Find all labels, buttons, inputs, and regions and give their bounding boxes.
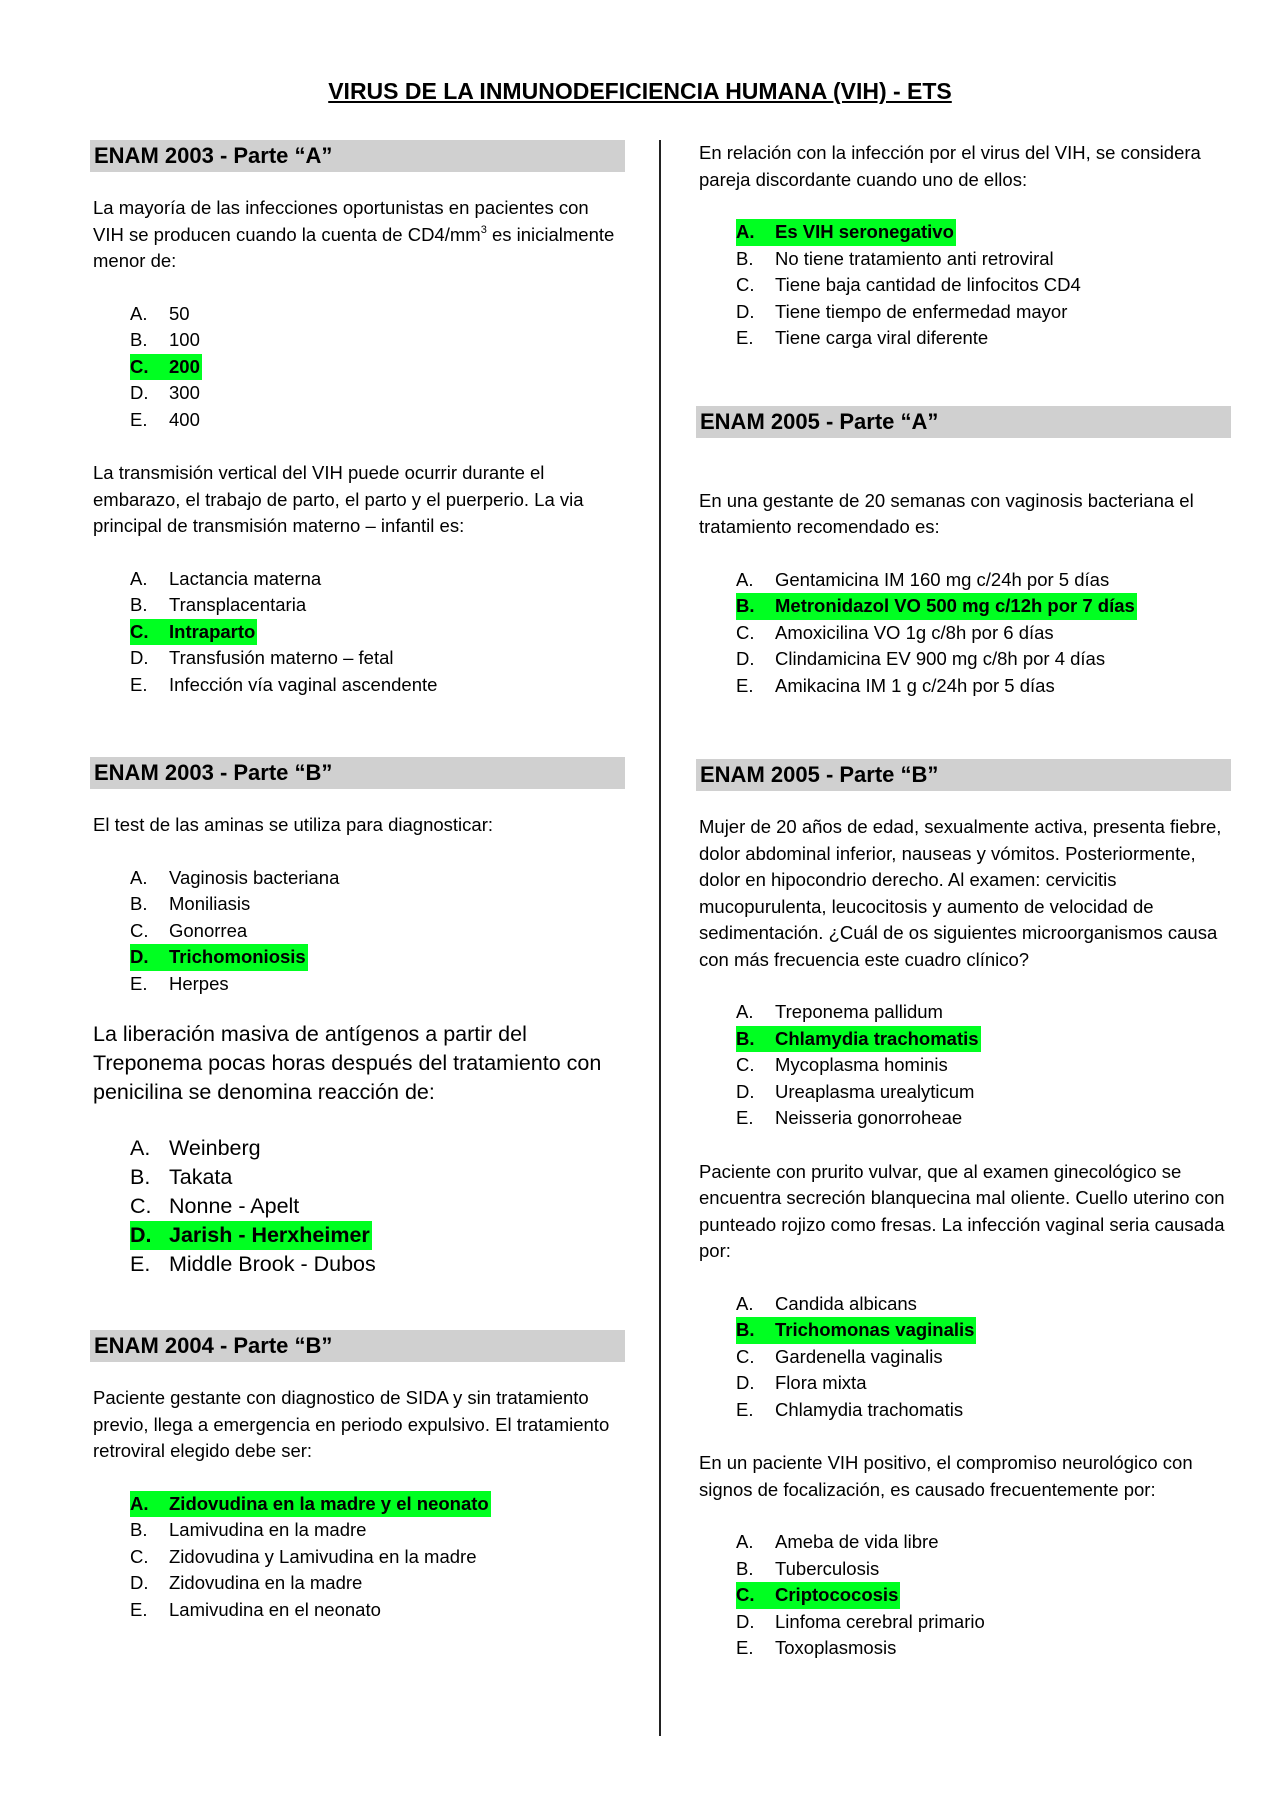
option-content [736, 1635, 898, 1662]
answer-option [130, 1250, 625, 1279]
answer-option [130, 592, 625, 619]
answer-option [736, 646, 1231, 673]
option-content [736, 219, 956, 246]
option-text: 50 [169, 302, 190, 324]
section-header: ENAM 2005 - Parte “B” [696, 759, 1231, 791]
answer-option [130, 566, 625, 593]
option-letter: D. [736, 1080, 755, 1102]
option-letter: A. [130, 866, 148, 888]
option-text: Gonorrea [169, 919, 248, 941]
option-letter: E. [130, 1598, 148, 1620]
option-text: Gardenella vaginalis [775, 1345, 943, 1367]
answer-option [130, 1517, 625, 1544]
answer-option [130, 407, 625, 434]
question-block [90, 1020, 625, 1279]
answer-option [736, 1635, 1231, 1662]
option-content [130, 354, 202, 381]
option-text: Tiene baja cantidad de linfocitos CD4 [775, 274, 1081, 295]
option-text: Ureaplasma urealyticum [775, 1080, 975, 1102]
option-letter: B. [130, 1165, 151, 1189]
answer-option-correct [736, 1026, 1231, 1053]
option-text: Zidovudina en la madre [169, 1572, 363, 1593]
answer-option [130, 645, 625, 672]
option-letter: D. [130, 1572, 149, 1593]
option-content [736, 567, 1111, 594]
answer-option [130, 327, 625, 354]
answer-option [736, 246, 1231, 273]
question-block [696, 488, 1231, 700]
answer-option [130, 891, 625, 918]
option-text: Jarish - Herxheimer [169, 1223, 370, 1247]
option-content [736, 1317, 976, 1344]
answer-option-correct [736, 219, 1231, 246]
option-letter: B. [130, 1519, 148, 1540]
option-letter: B. [736, 595, 755, 616]
answer-option [130, 1544, 625, 1571]
option-content [130, 1517, 368, 1544]
answer-option [736, 620, 1231, 647]
option-content [130, 1163, 234, 1192]
option-letter: C. [130, 1545, 149, 1567]
left-column [90, 140, 625, 1623]
option-content [736, 1105, 964, 1132]
answer-option [736, 272, 1231, 299]
option-text: Lamivudina en la madre [169, 1519, 367, 1540]
option-letter: C. [130, 1194, 152, 1218]
answer-option [130, 1597, 625, 1624]
option-text: Transplacentaria [169, 594, 307, 615]
option-letter: D. [130, 382, 149, 403]
option-content [736, 1529, 941, 1556]
option-letter: E. [736, 1637, 754, 1658]
question-block [90, 195, 625, 433]
question-block [696, 814, 1231, 1132]
option-text: Gentamicina IM 160 mg c/24h por 5 días [775, 568, 1110, 590]
question-text: La transmisión vertical del VIH puede ocurrir durante el embarazo, el trabajo de parto, el parto y el puerperio. La via principal de transmisión materno – infantil es: [93, 462, 584, 536]
answer-option [736, 1529, 1231, 1556]
option-content [130, 619, 257, 646]
option-text: Lactancia materna [169, 567, 322, 589]
question-text: La mayoría de las infecciones oportunistas en pacientes con VIH se producen cuando la cuenta de $CD4/mm^3$ es inicialmente menor de: [93, 197, 615, 271]
answer-option [130, 1192, 625, 1221]
option-letter: B. [130, 893, 148, 914]
answer-option-correct [130, 944, 625, 971]
option-text: Metronidazol VO 500 mg c/12h por 7 días [775, 595, 1135, 616]
option-letter: D. [736, 648, 755, 669]
option-letter: C. [736, 1054, 755, 1075]
answer-option [130, 1163, 625, 1192]
answer-options [90, 1491, 625, 1624]
option-content [130, 645, 396, 672]
option-letter: C. [130, 355, 149, 377]
answer-options [696, 999, 1231, 1132]
answer-option-correct [130, 1491, 625, 1518]
option-content [736, 1079, 976, 1106]
option-content [130, 971, 231, 998]
option-text: Trichomonas vaginalis [775, 1319, 975, 1340]
answer-option [736, 1609, 1231, 1636]
answer-option-correct [130, 619, 625, 646]
answer-option [130, 1570, 625, 1597]
right-column [696, 140, 1231, 1662]
answer-options [696, 1291, 1231, 1424]
option-text: Takata [169, 1165, 233, 1189]
option-content [736, 1026, 981, 1053]
question-text: En un paciente VIH positivo, el compromiso neurológico con signos de focalización, es causado frecuentemente por: [699, 1452, 1193, 1500]
option-letter: B. [736, 1319, 755, 1340]
answer-option [736, 1370, 1231, 1397]
answer-options [696, 1529, 1231, 1662]
option-content [130, 944, 308, 971]
option-text: Toxoplasmosis [775, 1637, 897, 1658]
option-letter: B. [736, 1027, 755, 1049]
option-letter: E. [736, 1398, 754, 1420]
question-text: Mujer de 20 años de edad, sexualmente activa, presenta fiebre, dolor abdominal inferior, nauseas y vómitos. Posteriormente, dolor en hipocondrio derecho. Al examen: cervicitis mucopurulenta, leucocitosis y aumento de velocidad de sedimentación. ¿Cuál de os siguientes microorganismos causa con más frecuencia este cuadro clínico? [699, 816, 1222, 970]
question-text: En relación con la infección por el virus del VIH, se considera pareja discordante cuando uno de ellos: [699, 142, 1201, 190]
section-header: ENAM 2003 - Parte “A” [90, 140, 625, 172]
option-letter: A. [130, 567, 148, 589]
option-text: Infección vía vaginal ascendente [169, 673, 438, 695]
option-text: Mycoplasma hominis [775, 1054, 948, 1075]
question-block [90, 460, 625, 698]
option-letter: E. [736, 674, 754, 696]
option-text: Es VIH seronegativo [775, 221, 954, 242]
answer-option [736, 1397, 1231, 1424]
answer-option [130, 971, 625, 998]
option-text: Intraparto [169, 620, 256, 642]
option-letter: D. [736, 1610, 755, 1632]
option-text: Lamivudina en el neonato [169, 1598, 381, 1620]
option-content [130, 301, 192, 328]
question-text: La liberación masiva de antígenos a partir del Treponema pocas horas después del tratamiento con penicilina se denomina reacción de: [93, 1022, 602, 1104]
option-content [130, 1192, 301, 1221]
option-letter: A. [130, 1492, 149, 1514]
answer-option [736, 1052, 1231, 1079]
option-letter: D. [130, 1223, 152, 1247]
option-text: Neisseria gonorroheae [775, 1107, 963, 1128]
option-text: Clindamicina EV 900 mg c/8h por 4 días [775, 648, 1106, 669]
option-letter: C. [130, 919, 149, 941]
option-content [736, 299, 1069, 326]
column-divider [659, 140, 661, 1736]
option-text: Weinberg [169, 1136, 261, 1160]
option-content [736, 272, 1083, 299]
question-block [696, 140, 1231, 352]
option-text: Trichomoniosis [169, 946, 306, 967]
question-text: El test de las aminas se utiliza para diagnosticar: [93, 814, 494, 835]
option-content [736, 673, 1057, 700]
option-content [130, 918, 249, 945]
option-text: Zidovudina y Lamivudina en la madre [169, 1545, 477, 1567]
question-text: Paciente con prurito vulvar, que al examen ginecológico se encuentra secreción blanquecina mal oliente. Cuello uterino con punteado rojizo como fresas. La infección vaginal seria causada por: [699, 1160, 1225, 1261]
option-text: Flora mixta [775, 1372, 867, 1393]
option-content [130, 592, 308, 619]
answer-option [736, 999, 1231, 1026]
option-text: Tiene tiempo de enfermedad mayor [775, 300, 1068, 322]
option-letter: A. [736, 1531, 754, 1552]
option-content [736, 1609, 987, 1636]
option-content [736, 646, 1107, 673]
option-content [736, 325, 990, 352]
option-content [736, 1344, 945, 1371]
option-letter: C. [736, 621, 755, 643]
option-content [130, 380, 202, 407]
option-text: Ameba de vida libre [775, 1531, 939, 1552]
answer-option [736, 1105, 1231, 1132]
option-content [130, 1597, 383, 1624]
option-text: Moniliasis [169, 893, 251, 914]
option-text: Vaginosis bacteriana [169, 866, 340, 888]
option-text: Zidovudina en la madre y el neonato [169, 1492, 489, 1514]
option-content [736, 1052, 950, 1079]
option-text: Criptococosis [775, 1584, 899, 1605]
question-block [696, 1450, 1231, 1662]
answer-option [130, 301, 625, 328]
option-letter: C. [736, 1584, 755, 1605]
option-content [130, 1544, 478, 1571]
option-text: Tiene carga viral diferente [775, 327, 989, 348]
answer-options [696, 567, 1231, 700]
answer-option-correct [130, 354, 625, 381]
option-content [130, 1570, 364, 1597]
option-letter: E. [130, 408, 148, 430]
option-text: Middle Brook - Dubos [169, 1252, 376, 1276]
option-letter: B. [736, 247, 754, 269]
option-text: Candida albicans [775, 1292, 917, 1314]
answer-option [736, 1344, 1231, 1371]
answer-option [736, 1079, 1231, 1106]
option-letter: D. [736, 300, 755, 322]
answer-option [736, 325, 1231, 352]
option-text: Treponema pallidum [775, 1001, 943, 1022]
option-text: Nonne - Apelt [169, 1194, 300, 1218]
option-text: Herpes [169, 972, 229, 994]
question-block [90, 812, 625, 997]
option-text: Amikacina IM 1 g c/24h por 5 días [775, 674, 1055, 696]
option-content [736, 593, 1137, 620]
question-text: En una gestante de 20 semanas con vaginosis bacteriana el tratamiento recomendado es: [699, 489, 1194, 537]
answer-option [130, 865, 625, 892]
option-content [130, 1221, 372, 1250]
option-content [736, 1291, 919, 1318]
option-letter: B. [130, 329, 148, 350]
option-text: Tuberculosis [775, 1557, 880, 1579]
answer-option [130, 380, 625, 407]
option-content [736, 1582, 900, 1609]
option-text: 100 [169, 329, 200, 350]
option-letter: A. [736, 1001, 754, 1022]
page-title: VIRUS DE LA INMUNODEFICIENCIA HUMANA (VIH) - ETS [328, 78, 952, 104]
option-letter: E. [130, 673, 148, 695]
question-block [90, 1385, 625, 1623]
option-letter: C. [736, 1345, 755, 1367]
option-text: Chlamydia trachomatis [775, 1398, 964, 1420]
option-content [736, 620, 1056, 647]
option-content [130, 407, 202, 434]
option-content [130, 865, 341, 892]
answer-option [130, 672, 625, 699]
option-content [130, 1250, 378, 1279]
option-content [130, 1134, 263, 1163]
option-letter: D. [130, 647, 149, 668]
section-header: ENAM 2004 - Parte “B” [90, 1330, 625, 1362]
answer-option-correct [130, 1221, 625, 1250]
option-letter: A. [130, 1136, 151, 1160]
option-letter: E. [736, 327, 754, 348]
option-text: Transfusión materno – fetal [169, 647, 394, 668]
question-block [696, 1159, 1231, 1424]
option-content [130, 672, 439, 699]
option-letter: D. [736, 1372, 755, 1393]
option-content [130, 566, 323, 593]
question-text: Paciente gestante con diagnostico de SIDA y sin tratamiento previo, llega a emergencia en periodo expulsivo. El tratamiento retroviral elegido debe ser: [93, 1387, 610, 1461]
answer-options [90, 301, 625, 434]
answer-options [90, 865, 625, 998]
answer-option-correct [736, 593, 1231, 620]
option-letter: B. [736, 1557, 754, 1579]
option-text: 200 [169, 355, 200, 377]
answer-option [736, 299, 1231, 326]
option-text: 400 [169, 408, 200, 430]
answer-option [736, 567, 1231, 594]
option-content [736, 1370, 869, 1397]
option-content [130, 327, 202, 354]
answer-option [130, 918, 625, 945]
option-letter: A. [736, 1292, 754, 1314]
section-header: ENAM 2003 - Parte “B” [90, 757, 625, 789]
answer-options [90, 566, 625, 699]
option-content [736, 1556, 881, 1583]
answer-option [736, 673, 1231, 700]
option-letter: D. [130, 946, 149, 967]
option-letter: E. [736, 1107, 754, 1128]
option-text: Linfoma cerebral primario [775, 1610, 985, 1632]
option-text: Chlamydia trachomatis [775, 1027, 979, 1049]
option-letter: B. [130, 594, 148, 615]
option-content [736, 999, 945, 1026]
section-header: ENAM 2005 - Parte “A” [696, 406, 1231, 438]
option-letter: E. [130, 972, 148, 994]
answer-option-correct [736, 1582, 1231, 1609]
option-content [736, 1397, 965, 1424]
option-content [736, 246, 1056, 273]
option-letter: C. [736, 274, 755, 295]
option-letter: A. [130, 302, 148, 324]
option-text: Amoxicilina VO 1g c/8h por 6 días [775, 621, 1054, 643]
option-letter: A. [736, 221, 755, 242]
option-text: 300 [169, 382, 200, 403]
answer-options [696, 219, 1231, 352]
option-content [130, 891, 252, 918]
option-content [130, 1491, 491, 1518]
superscript: 3 [480, 223, 487, 236]
answer-options [90, 1134, 625, 1279]
answer-option-correct [736, 1317, 1231, 1344]
answer-option [736, 1291, 1231, 1318]
answer-option [736, 1556, 1231, 1583]
option-letter: C. [130, 620, 149, 642]
option-letter: E. [130, 1252, 151, 1276]
answer-option [130, 1134, 625, 1163]
option-text: No tiene tratamiento anti retroviral [775, 247, 1054, 269]
option-letter: A. [736, 568, 754, 590]
